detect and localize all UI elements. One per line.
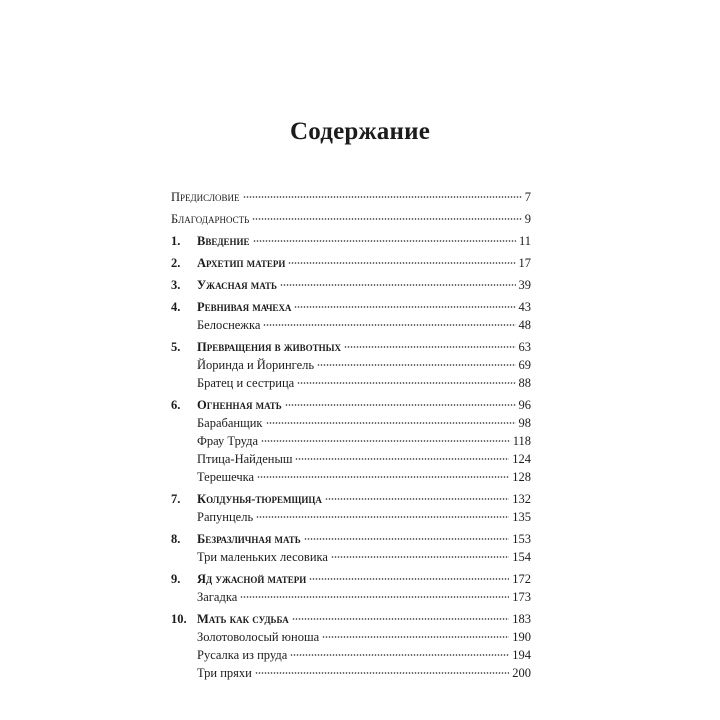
- page-number: 11: [518, 234, 531, 248]
- dot-leader: [292, 618, 509, 620]
- toc-front-matter-row[interactable]: [171, 210, 531, 228]
- dot-leader: [322, 636, 509, 638]
- dot-leader: [252, 218, 522, 220]
- chapter-title: Огненная мать: [197, 398, 282, 412]
- front-matter-title: Благодарность: [171, 212, 250, 226]
- chapter-number: 2.: [171, 256, 181, 270]
- dot-leader: [295, 458, 509, 460]
- page-number: 200: [512, 666, 531, 680]
- toc-chapter-row[interactable]: [171, 254, 531, 272]
- chapter-title: Яд ужасной матери: [197, 572, 307, 586]
- page-number: 88: [518, 376, 531, 390]
- page-number: 173: [512, 590, 531, 604]
- dot-leader: [288, 262, 515, 264]
- subsection-title: Три пряхи: [197, 666, 252, 680]
- chapter-number: 3.: [171, 278, 181, 292]
- toc-chapter-row[interactable]: [171, 232, 531, 250]
- subsection-title: Терешечка: [197, 470, 255, 484]
- toc-chapter-row[interactable]: [171, 610, 531, 628]
- dot-leader: [263, 324, 515, 326]
- toc-subsection-row[interactable]: [171, 664, 531, 682]
- toc-subsection-row[interactable]: [171, 450, 531, 468]
- page-number: 194: [512, 648, 531, 662]
- subsection-title: Братец и сестрица: [197, 376, 295, 390]
- dot-leader: [290, 654, 509, 656]
- page-number: 39: [518, 278, 531, 292]
- subsection-title: Русалка из пруда: [197, 648, 288, 662]
- chapter-title: Архетип матери: [197, 256, 286, 270]
- chapter-title: Ужасная мать: [197, 278, 277, 292]
- page-number: 118: [512, 434, 531, 448]
- chapter-title: Ревнивая мачеха: [197, 300, 292, 314]
- chapter-number: 10.: [171, 612, 187, 626]
- chapter-number: 8.: [171, 532, 181, 546]
- page-number: 43: [518, 300, 531, 314]
- dot-leader: [331, 556, 509, 558]
- chapter-title: Безразличная мать: [197, 532, 301, 546]
- front-matter-title: Предисловие: [171, 190, 240, 204]
- page-number: 17: [518, 256, 531, 270]
- toc-chapter-row[interactable]: [171, 490, 531, 508]
- toc-subsection-row[interactable]: [171, 414, 531, 432]
- dot-leader: [266, 422, 516, 424]
- dot-leader: [243, 196, 522, 198]
- chapter-number: 7.: [171, 492, 181, 506]
- page-number: 153: [512, 532, 531, 546]
- toc-subsection-row[interactable]: [171, 432, 531, 450]
- subsection-title: Йоринда и Йорингель: [197, 358, 315, 372]
- toc-subsection-row[interactable]: [171, 468, 531, 486]
- page-number: 7: [524, 190, 531, 204]
- page-number: 132: [512, 492, 531, 506]
- toc-subsection-row[interactable]: [171, 316, 531, 334]
- page-number: 69: [518, 358, 531, 372]
- toc-chapter-row[interactable]: [171, 570, 531, 588]
- dot-leader: [261, 440, 510, 442]
- toc-subsection-row[interactable]: [171, 356, 531, 374]
- toc-chapter-row[interactable]: [171, 530, 531, 548]
- dot-leader: [344, 346, 516, 348]
- dot-leader: [240, 596, 509, 598]
- chapter-title: Введение: [197, 234, 250, 248]
- toc-subsection-row[interactable]: [171, 548, 531, 566]
- dot-leader: [297, 382, 515, 384]
- toc-chapter-row[interactable]: [171, 338, 531, 356]
- page-number: 135: [512, 510, 531, 524]
- dot-leader: [257, 476, 509, 478]
- dot-leader: [256, 516, 509, 518]
- toc-subsection-row[interactable]: [171, 374, 531, 392]
- dot-leader: [280, 284, 516, 286]
- chapter-title: Превращения в животных: [197, 340, 341, 354]
- page-number: 48: [518, 318, 531, 332]
- page-number: 172: [512, 572, 531, 586]
- dot-leader: [253, 240, 516, 242]
- toc-subsection-row[interactable]: [171, 628, 531, 646]
- toc-subsection-row[interactable]: [171, 646, 531, 664]
- subsection-title: Рапунцель: [197, 510, 254, 524]
- subsection-title: Барабанщик: [197, 416, 263, 430]
- subsection-title: Фрау Труда: [197, 434, 259, 448]
- page-number: 9: [524, 212, 531, 226]
- toc-chapter-row[interactable]: [171, 276, 531, 294]
- page-number: 96: [518, 398, 531, 412]
- dot-leader: [309, 578, 509, 580]
- chapter-title: Колдунья-тюремщица: [197, 492, 322, 506]
- toc-front-matter-row[interactable]: [171, 188, 531, 206]
- subsection-title: Загадка: [197, 590, 238, 604]
- page-number: 183: [512, 612, 531, 626]
- chapter-number: 1.: [171, 234, 181, 248]
- toc-chapter-row[interactable]: [171, 298, 531, 316]
- chapter-number: 9.: [171, 572, 181, 586]
- subsection-title: Птица-Найденыш: [197, 452, 293, 466]
- chapter-title: Мать как судьба: [197, 612, 289, 626]
- toc-chapter-row[interactable]: [171, 396, 531, 414]
- dot-leader: [285, 404, 516, 406]
- toc-subsection-row[interactable]: [171, 508, 531, 526]
- page-number: 124: [512, 452, 531, 466]
- dot-leader: [304, 538, 510, 540]
- page-number: 63: [518, 340, 531, 354]
- subsection-title: Золотоволосый юноша: [197, 630, 320, 644]
- page-number: 190: [512, 630, 531, 644]
- page-number: 128: [512, 470, 531, 484]
- table-of-contents: [171, 188, 531, 682]
- subsection-title: Белоснежка: [197, 318, 261, 332]
- chapter-number: 5.: [171, 340, 181, 354]
- chapter-number: 4.: [171, 300, 181, 314]
- page-number: 98: [518, 416, 531, 430]
- subsection-title: Три маленьких лесовика: [197, 550, 328, 564]
- dot-leader: [317, 364, 515, 366]
- toc-subsection-row[interactable]: [171, 588, 531, 606]
- dot-leader: [255, 672, 509, 674]
- dot-leader: [294, 306, 515, 308]
- page-title: Содержание: [289, 118, 430, 145]
- page-number: 154: [512, 550, 531, 564]
- chapter-number: 6.: [171, 398, 181, 412]
- dot-leader: [325, 498, 509, 500]
